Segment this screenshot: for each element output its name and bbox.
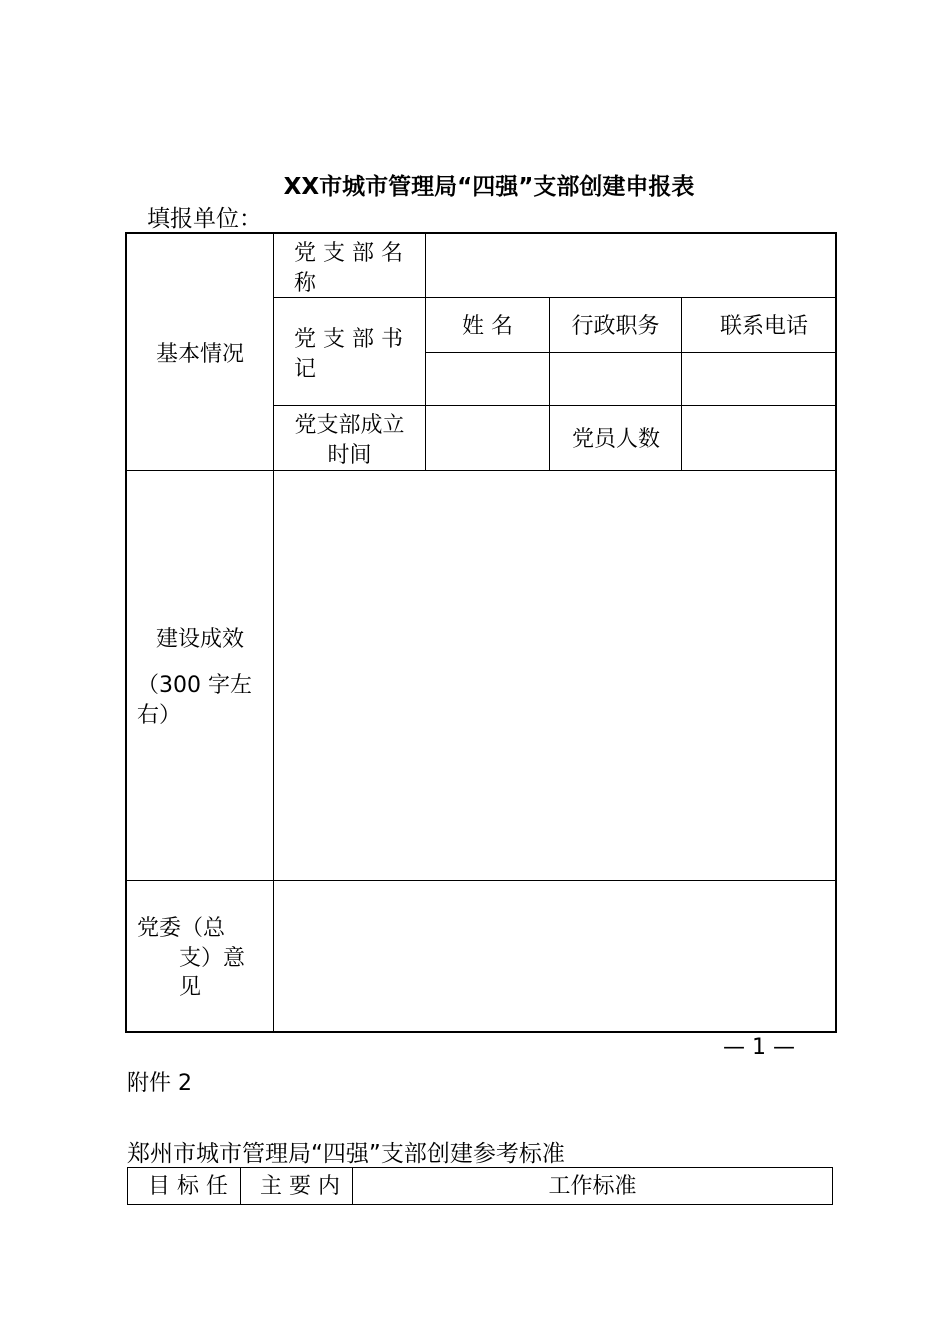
header-target-task: 目 标 任: [148, 1174, 228, 1199]
achievements-label: 建设成效: [156, 627, 245, 652]
row-divider-3: [273, 405, 836, 406]
basic-info-label: 基本情况: [156, 342, 245, 367]
committee-label-line3: 见: [179, 975, 202, 1000]
name-header: 姓 名: [462, 314, 513, 339]
member-count-label: 党员人数: [572, 427, 661, 452]
row-divider-2: [425, 352, 836, 353]
header-work-standard: 工作标准: [548, 1174, 637, 1199]
row-divider-4: [126, 470, 836, 471]
committee-opinion-field[interactable]: [280, 888, 828, 1026]
header-main-content: 主 要 内: [260, 1174, 340, 1199]
branch-name-label-line2: 称: [294, 271, 317, 296]
form-title: XX市城市管理局“四强”支部创建申报表: [283, 174, 695, 200]
established-label-line1: 党支部成立: [294, 413, 405, 438]
fill-unit-label: 填报单位：: [147, 206, 262, 232]
annex-label: 附件 2: [127, 1071, 192, 1096]
established-label-line2: 时间: [327, 443, 372, 468]
secretary-label-line1: 党 支 部 书: [294, 327, 403, 352]
achievements-note-line1: （300 字左: [137, 673, 252, 698]
position-header: 行政职务: [571, 314, 660, 339]
phone-header: 联系电话: [719, 314, 808, 339]
row-divider-1: [273, 297, 836, 298]
committee-label-line2: 支）意: [179, 946, 246, 971]
col-divider-label: [273, 233, 274, 1032]
standard-col-divider-1: [240, 1168, 241, 1205]
achievements-note-line2: 右）: [137, 703, 182, 728]
standard-title: 郑州市城市管理局“四强”支部创建参考标准: [127, 1141, 565, 1167]
secretary-label-line2: 记: [294, 357, 317, 382]
achievements-field[interactable]: [280, 478, 828, 873]
page-number: — 1 —: [723, 1035, 795, 1060]
branch-name-label-line1: 党 支 部 名: [294, 241, 403, 266]
row-divider-5: [126, 880, 836, 881]
committee-label-line1: 党委（总: [137, 916, 226, 941]
